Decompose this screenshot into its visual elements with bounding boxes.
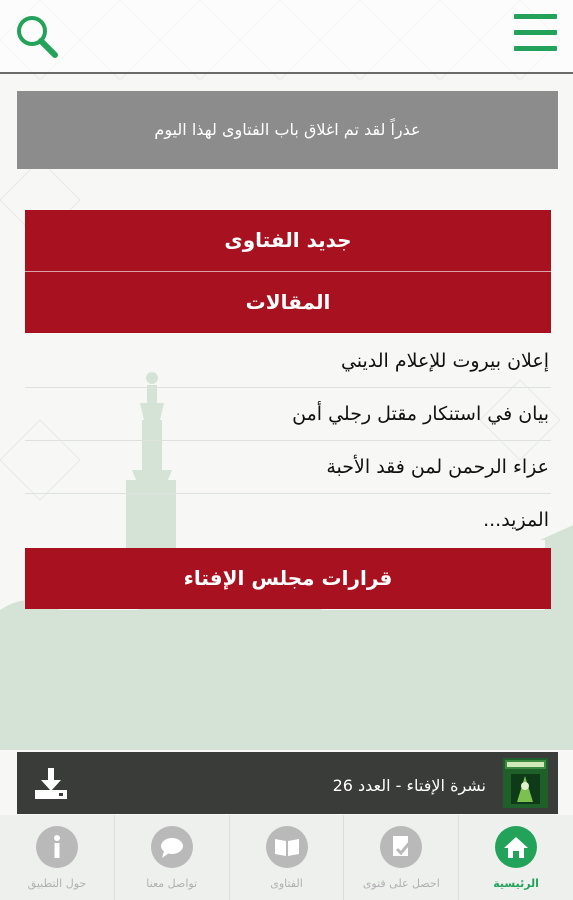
council-decisions-button[interactable]: قرارات مجلس الإفتاء	[25, 548, 551, 609]
download-icon[interactable]	[33, 766, 69, 802]
tab-about[interactable]	[0, 815, 114, 900]
tab-label: حول التطبيق	[27, 877, 87, 890]
hamburger-icon[interactable]	[514, 14, 559, 58]
chat-icon	[150, 825, 194, 869]
latest-fatwas-button[interactable]: جديد الفتاوى	[25, 210, 551, 272]
info-icon	[35, 825, 79, 869]
bottom-tab-bar	[0, 815, 573, 900]
tab-get-fatwa[interactable]	[343, 815, 458, 900]
tab-label: الرئيسية	[493, 877, 539, 890]
article-item[interactable]: إعلان بيروت للإعلام الديني	[25, 335, 551, 388]
book-icon	[265, 825, 309, 869]
tab-contact[interactable]	[114, 815, 229, 900]
tab-fatwas[interactable]	[229, 815, 344, 900]
document-check-icon	[379, 825, 423, 869]
articles-section-header[interactable]: المقالات	[25, 272, 551, 333]
articles-list	[25, 335, 551, 546]
closed-notice-banner: عذراً لقد تم اغلاق باب الفتاوى لهذا اليوم	[17, 91, 558, 169]
more-link[interactable]: المزيد...	[483, 509, 549, 531]
newsletter-bar[interactable]	[17, 752, 558, 814]
top-app-bar	[0, 0, 573, 74]
article-item[interactable]: بيان في استنكار مقتل رجلي أمن	[25, 388, 551, 441]
newsletter-title: نشرة الإفتاء - العدد 26	[332, 776, 486, 795]
tab-label: احصل على فتوى	[362, 877, 440, 890]
tab-label: تواصل معنا	[146, 877, 198, 890]
tab-home[interactable]	[458, 815, 573, 900]
search-icon[interactable]	[14, 13, 60, 59]
newsletter-cover-thumbnail	[503, 758, 548, 808]
tab-label: الفتاوى	[270, 877, 303, 890]
home-icon	[494, 825, 538, 869]
article-item[interactable]: عزاء الرحمن لمن فقد الأحبة	[25, 441, 551, 494]
